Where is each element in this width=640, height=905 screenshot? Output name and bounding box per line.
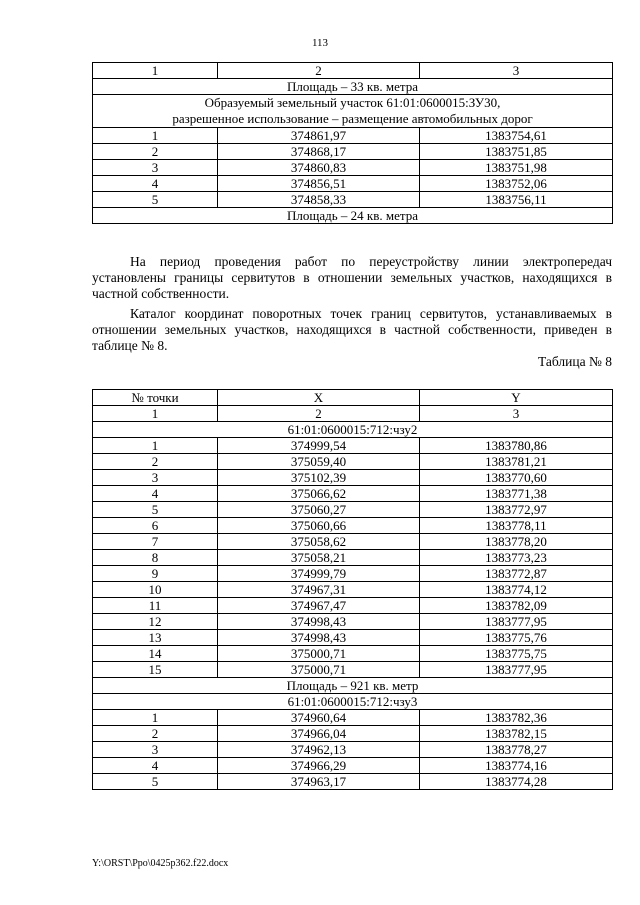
y-coordinate-cell: 1383756,11 [420, 192, 613, 208]
x-coordinate-cell: 374962,13 [218, 742, 420, 758]
table-row [93, 470, 613, 486]
point-number-cell: 8 [93, 550, 218, 566]
table-row [93, 534, 613, 550]
parcel-title-line: разрешенное использование – размещение автомобильных дорог [172, 111, 533, 126]
x-coordinate-cell: 374967,47 [218, 598, 420, 614]
y-coordinate-cell: 1383775,75 [420, 646, 613, 662]
point-number-cell: 3 [93, 742, 218, 758]
point-number-cell: 13 [93, 630, 218, 646]
y-coordinate-cell: 1383752,06 [420, 176, 613, 192]
table-row [93, 566, 613, 582]
x-coordinate-cell: 375058,62 [218, 534, 420, 550]
point-number-cell: 5 [93, 192, 218, 208]
point-number-cell: 14 [93, 646, 218, 662]
x-coordinate-cell: 374868,17 [218, 144, 420, 160]
column-header-cell: № точки [93, 390, 218, 406]
parcel-title-row [93, 95, 613, 128]
section-title-cell: 61:01:0600015:712:чзу2 [93, 422, 613, 438]
x-coordinate-cell: 374963,17 [218, 774, 420, 790]
column-number-cell: 3 [420, 63, 613, 79]
table-row [93, 176, 613, 192]
y-coordinate-cell: 1383751,85 [420, 144, 613, 160]
x-coordinate-cell: 375060,27 [218, 502, 420, 518]
point-number-cell: 2 [93, 454, 218, 470]
column-number-cell: 1 [93, 406, 218, 422]
point-number-cell: 2 [93, 726, 218, 742]
y-coordinate-cell: 1383781,21 [420, 454, 613, 470]
table-row [93, 486, 613, 502]
page-number: 113 [311, 37, 329, 49]
table-row [93, 742, 613, 758]
point-number-cell: 1 [93, 710, 218, 726]
x-coordinate-cell: 374999,79 [218, 566, 420, 582]
parcel-title-cell [93, 95, 613, 128]
y-coordinate-cell: 1383754,61 [420, 128, 613, 144]
point-number-cell: 6 [93, 518, 218, 534]
table-row [93, 160, 613, 176]
y-coordinate-cell: 1383780,86 [420, 438, 613, 454]
paragraph-easement-intro: На период проведения работ по переустройству линии электропередач установлены границы сервитутов в отношении земельных участков, находящихся в частной собственности. [92, 254, 612, 301]
table-row [93, 518, 613, 534]
x-coordinate-cell: 375058,21 [218, 550, 420, 566]
x-coordinate-cell: 374966,29 [218, 758, 420, 774]
x-coordinate-cell: 375059,40 [218, 454, 420, 470]
y-coordinate-cell: 1383778,27 [420, 742, 613, 758]
area-cell: Площадь – 921 кв. метр [93, 678, 613, 694]
y-coordinate-cell: 1383770,60 [420, 470, 613, 486]
table-row [93, 662, 613, 678]
parcel-title-line: Образуемый земельный участок 61:01:0600015:ЗУ30, [204, 95, 501, 110]
point-number-cell: 4 [93, 176, 218, 192]
section-title-row [93, 422, 613, 438]
column-number-cell: 1 [93, 63, 218, 79]
point-number-cell: 5 [93, 774, 218, 790]
x-coordinate-cell: 374999,54 [218, 438, 420, 454]
area-row [93, 208, 613, 224]
table-row [93, 646, 613, 662]
y-coordinate-cell: 1383751,98 [420, 160, 613, 176]
table-row [93, 726, 613, 742]
x-coordinate-cell: 374967,31 [218, 582, 420, 598]
area-row [93, 678, 613, 694]
x-coordinate-cell: 374858,33 [218, 192, 420, 208]
coordinates-table-continued [92, 62, 613, 224]
table-row [93, 630, 613, 646]
y-coordinate-cell: 1383772,87 [420, 566, 613, 582]
y-coordinate-cell: 1383782,09 [420, 598, 613, 614]
section-title-row [93, 694, 613, 710]
point-number-cell: 1 [93, 438, 218, 454]
table-caption: Таблица № 8 [538, 354, 612, 369]
column-header-cell: X [218, 390, 420, 406]
point-number-cell: 10 [93, 582, 218, 598]
table-row [93, 128, 613, 144]
y-coordinate-cell: 1383774,28 [420, 774, 613, 790]
column-number-cell: 2 [218, 406, 420, 422]
y-coordinate-cell: 1383778,20 [420, 534, 613, 550]
y-coordinate-cell: 1383771,38 [420, 486, 613, 502]
paragraph-catalog-reference: Каталог координат поворотных точек границ сервитутов, устанавливаемых в отношении земельных участков, находящихся в частной собственности, приведен в таблице № 8. [92, 306, 612, 353]
x-coordinate-cell: 375000,71 [218, 646, 420, 662]
point-number-cell: 7 [93, 534, 218, 550]
section-title-cell: 61:01:0600015:712:чзу3 [93, 694, 613, 710]
y-coordinate-cell: 1383773,23 [420, 550, 613, 566]
point-number-cell: 4 [93, 758, 218, 774]
footer-file-path: Y:\ORST\Ppo\0425p362.f22.docx [92, 858, 229, 869]
x-coordinate-cell: 374998,43 [218, 630, 420, 646]
column-number-row [93, 406, 613, 422]
point-number-cell: 3 [93, 160, 218, 176]
area-row [93, 79, 613, 95]
y-coordinate-cell: 1383774,12 [420, 582, 613, 598]
y-coordinate-cell: 1383778,11 [420, 518, 613, 534]
point-number-cell: 1 [93, 128, 218, 144]
x-coordinate-cell: 375000,71 [218, 662, 420, 678]
table-row [93, 582, 613, 598]
table-row [93, 192, 613, 208]
x-coordinate-cell: 374856,51 [218, 176, 420, 192]
point-number-cell: 4 [93, 486, 218, 502]
y-coordinate-cell: 1383774,16 [420, 758, 613, 774]
point-number-cell: 3 [93, 470, 218, 486]
y-coordinate-cell: 1383777,95 [420, 662, 613, 678]
x-coordinate-cell: 375066,62 [218, 486, 420, 502]
table-row [93, 438, 613, 454]
x-coordinate-cell: 375102,39 [218, 470, 420, 486]
x-coordinate-cell: 375060,66 [218, 518, 420, 534]
table-row [93, 598, 613, 614]
x-coordinate-cell: 374861,97 [218, 128, 420, 144]
area-cell: Площадь – 24 кв. метра [93, 208, 613, 224]
x-coordinate-cell: 374860,83 [218, 160, 420, 176]
y-coordinate-cell: 1383775,76 [420, 630, 613, 646]
column-header-row [93, 390, 613, 406]
table-8-easement-coordinates [92, 389, 613, 790]
x-coordinate-cell: 374960,64 [218, 710, 420, 726]
column-number-cell: 2 [218, 63, 420, 79]
table-row [93, 144, 613, 160]
point-number-cell: 15 [93, 662, 218, 678]
x-coordinate-cell: 374998,43 [218, 614, 420, 630]
table-row [93, 758, 613, 774]
y-coordinate-cell: 1383772,97 [420, 502, 613, 518]
column-header-cell: Y [420, 390, 613, 406]
x-coordinate-cell: 374966,04 [218, 726, 420, 742]
table-row [93, 614, 613, 630]
y-coordinate-cell: 1383782,36 [420, 710, 613, 726]
point-number-cell: 2 [93, 144, 218, 160]
column-number-row [93, 63, 613, 79]
table-row [93, 550, 613, 566]
table-row [93, 774, 613, 790]
column-number-cell: 3 [420, 406, 613, 422]
point-number-cell: 11 [93, 598, 218, 614]
area-cell: Площадь – 33 кв. метра [93, 79, 613, 95]
point-number-cell: 9 [93, 566, 218, 582]
table-row [93, 502, 613, 518]
y-coordinate-cell: 1383782,15 [420, 726, 613, 742]
table-row [93, 710, 613, 726]
table-row [93, 454, 613, 470]
point-number-cell: 5 [93, 502, 218, 518]
point-number-cell: 12 [93, 614, 218, 630]
y-coordinate-cell: 1383777,95 [420, 614, 613, 630]
